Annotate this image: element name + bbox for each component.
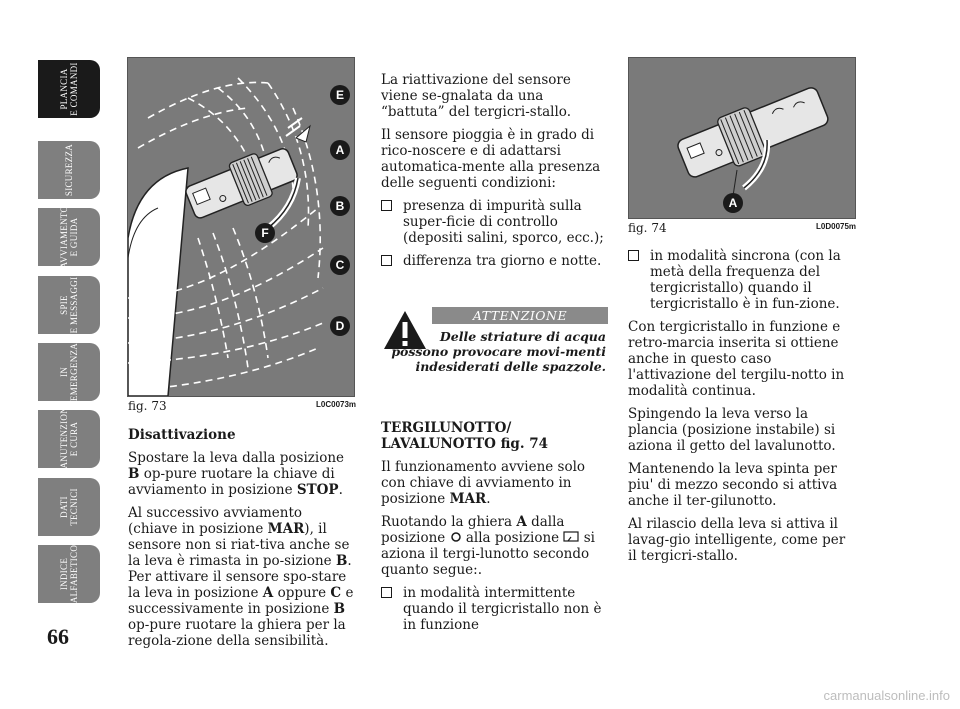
warning-box xyxy=(380,303,608,379)
tab-spie-e-messaggi[interactable] xyxy=(38,276,100,334)
tab-label: SICUREZZA xyxy=(64,143,74,197)
checkbox-bullet-icon xyxy=(628,250,639,261)
tab-label: INDICE ALFABETICO xyxy=(59,544,79,604)
tab-in-emergenza[interactable] xyxy=(38,343,100,401)
label-e: E xyxy=(335,88,345,102)
column-3 xyxy=(628,248,854,571)
paragraph: Ruotando la ghiera A dalla posizione alla posizione si aziona il tergi-lunotto secondo quanto segue:. xyxy=(381,514,595,578)
paragraph: Mantenendo la leva spinta per piu' di mezzo secondo si attiva anche il ter-gilunotto. xyxy=(628,461,838,509)
checkbox-bullet-icon xyxy=(381,255,392,266)
bullet-item: differenza tra giorno e notte. xyxy=(381,253,607,269)
paragraph: Con tergicristallo in funzione e retro-marcia inserita si ottiene anche in questo caso l'attivazione del tergilu-notto in modalità continua. xyxy=(628,319,845,399)
bullet-item: in modalità intermittente quando il tergicristallo non è in funzione xyxy=(381,585,607,633)
figure-74 xyxy=(628,57,856,219)
tab-avviamento-e-guida[interactable] xyxy=(38,205,100,269)
paragraph: La riattivazione del sensore viene se-gnalata da una “battuta” del tergicri-stallo. xyxy=(381,72,571,120)
paragraph: Al rilascio della leva si attiva il lavag-gio intelligente, come per il tergicri-stallo. xyxy=(628,516,846,564)
label-f: F xyxy=(261,226,269,240)
tab-label: AVVIAMENTO E GUIDA xyxy=(59,205,79,269)
column-1 xyxy=(128,427,354,656)
tab-dati-tecnici[interactable] xyxy=(38,478,100,536)
paragraph: Al successivo avviamento (chiave in posizione MAR), il sensore non si riat-tiva anche se la leva è rimasta in po-sizione B. Per attivare il sensore spo-stare la leva in posizione A oppure C e successivamente in posizione B op-pure ruotare la ghiera per la regola-zione della sensibilità. xyxy=(128,505,354,649)
figure-73 xyxy=(127,57,355,397)
section-heading: LAVALUNOTTO fig. 74 xyxy=(381,436,549,452)
subheading-disattivazione: Disattivazione xyxy=(128,427,236,443)
warning-text: Delle striature di acqua possono provocare movi-menti indesiderati delle spazzole. xyxy=(391,329,606,374)
column-2-bottom xyxy=(381,420,607,640)
tab-label: DATI TECNICI xyxy=(59,488,79,526)
page-number: 66 xyxy=(47,624,69,649)
tab-sicurezza[interactable] xyxy=(38,141,100,199)
checkbox-bullet-icon xyxy=(381,587,392,598)
wiper-lever-illustration xyxy=(128,58,354,396)
paragraph: Spingendo la leva verso la plancia (posizione instabile) si aziona il getto del lavalunotto. xyxy=(628,406,836,454)
tab-plancia-e-comandi[interactable] xyxy=(38,60,100,118)
paragraph: Il funzionamento avviene solo con chiave di avviamento in posizione MAR. xyxy=(381,459,586,507)
tab-label: MANUTENZIONE E CURA xyxy=(59,401,79,477)
paragraph: Spostare la leva dalla posizione B op-pure ruotare la chiave di avviamento in posizione STOP. xyxy=(128,450,345,498)
tab-label: PLANCIA E COMANDI xyxy=(59,62,79,116)
tab-indice-alfabetico[interactable] xyxy=(38,545,100,603)
figure-74-code: L0D0075m xyxy=(816,222,857,231)
tab-label: IN EMERGENZA xyxy=(59,342,79,402)
column-2-top xyxy=(381,72,607,276)
label-b: B xyxy=(335,199,345,213)
section-heading: TERGILUNOTTO/ xyxy=(381,420,512,436)
rear-wiper-lever-illustration xyxy=(629,58,855,218)
watermark: carmanualsonline.info xyxy=(823,688,950,703)
label-d: D xyxy=(335,319,345,333)
off-position-icon xyxy=(450,531,462,543)
label-a: A xyxy=(335,143,345,157)
paragraph: Il sensore pioggia è in grado di rico-noscere e di adattarsi automatica-mente alla presenza delle seguenti condizioni: xyxy=(381,127,601,191)
figure-73-code: L0C0073m xyxy=(316,400,357,409)
checkbox-bullet-icon xyxy=(381,200,392,211)
figure-74-caption: fig. 74 xyxy=(628,221,667,235)
figure-73-caption: fig. 73 xyxy=(128,399,167,413)
label-c: C xyxy=(335,258,345,272)
bullet-item: in modalità sincrona (con la metà della frequenza del tergicristallo) quando il tergicristallo è in fun-zione. xyxy=(628,248,854,312)
label-a: A xyxy=(728,196,738,210)
tab-manutenzione-e-cura[interactable] xyxy=(38,401,100,477)
rear-wiper-icon xyxy=(563,531,579,544)
tab-label: SPIE E MESSAGGI xyxy=(59,276,79,334)
bullet-item: presenza di impurità sulla super-ficie di controllo (depositi salini, sporco, ecc.); xyxy=(381,198,607,246)
warning-title: ATTENZIONE xyxy=(432,307,608,324)
